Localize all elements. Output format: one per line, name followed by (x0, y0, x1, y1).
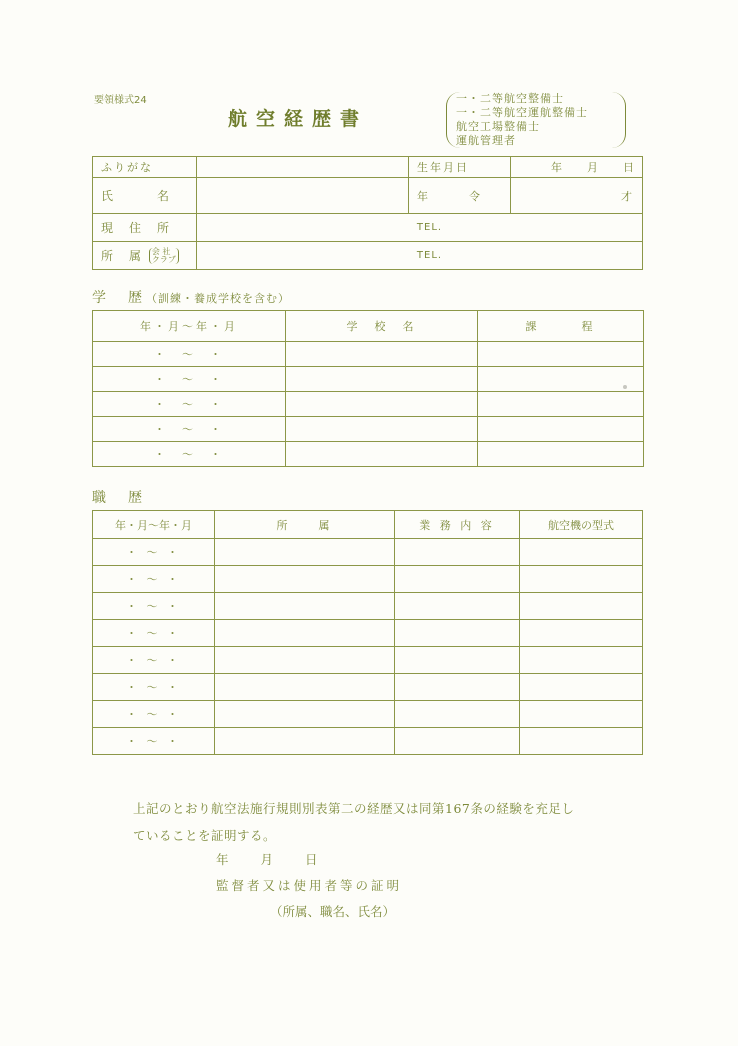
duties-field[interactable] (395, 647, 520, 674)
month-unit: 月 (587, 161, 598, 174)
career-title: 職 歴 (92, 490, 146, 506)
aircraft-type-field[interactable] (520, 728, 643, 755)
education-note: （訓練・養成学校を含む） (146, 292, 290, 305)
table-row (93, 701, 643, 728)
school-field[interactable] (286, 442, 478, 467)
school-field[interactable] (286, 342, 478, 367)
affiliation-field[interactable] (197, 242, 643, 270)
table-row (93, 417, 644, 442)
furigana-label: ふりがな (93, 157, 197, 178)
birthdate-field[interactable] (511, 157, 643, 178)
school-field[interactable] (286, 417, 478, 442)
certifier-label: 監督者又は使用者等の証明 (216, 878, 403, 893)
period-field[interactable]: ・ ～ ・ (93, 442, 286, 467)
career-duties-header: 業 務 内 容 (395, 511, 520, 539)
course-field[interactable] (478, 367, 644, 392)
period-field[interactable]: ・ ～ ・ (93, 342, 286, 367)
period-field[interactable]: ・ ～ ・ (93, 417, 286, 442)
course-field[interactable] (478, 442, 644, 467)
period-field[interactable]: ・ ～ ・ (93, 566, 215, 593)
certification-statement (133, 795, 574, 849)
affiliation-label: 所 属 (101, 248, 144, 263)
paper-speck (623, 385, 627, 389)
course-field[interactable] (478, 342, 644, 367)
affiliation-type (149, 248, 179, 264)
career-aircraft-header: 航空機の型式 (520, 511, 643, 539)
duties-field[interactable] (395, 593, 520, 620)
qualification-list (456, 92, 588, 148)
period-field[interactable]: ・ ～ ・ (93, 392, 286, 417)
table-row (93, 647, 643, 674)
period-field[interactable]: ・ ～ ・ (93, 728, 215, 755)
education-table (92, 310, 644, 467)
address-tel-label: TEL. (416, 222, 443, 233)
period-field[interactable]: ・ ～ ・ (93, 647, 215, 674)
education-school-header: 学 校 名 (286, 311, 478, 342)
affiliation-field[interactable] (215, 539, 395, 566)
statement-line: 上記のとおり航空法施行規則別表第二の経歴又は同第167条の経験を充足し (133, 801, 575, 816)
course-field[interactable] (478, 392, 644, 417)
aircraft-type-field[interactable] (520, 674, 643, 701)
education-section-heading (92, 287, 290, 307)
aircraft-type-field[interactable] (520, 566, 643, 593)
affiliation-type-club: クラブ (151, 255, 176, 265)
age-label: 年 令 (409, 178, 511, 214)
table-row (93, 539, 643, 566)
affiliation-field[interactable] (215, 566, 395, 593)
personal-info-table (92, 156, 643, 270)
table-row (93, 342, 644, 367)
page-title: 航空経歴書 (228, 108, 369, 130)
school-field[interactable] (286, 392, 478, 417)
birthdate-label: 生年月日 (409, 157, 511, 178)
affiliation-field[interactable] (215, 701, 395, 728)
career-period-header: 年・月～年・月 (93, 511, 215, 539)
table-row (93, 367, 644, 392)
affiliation-field[interactable] (215, 647, 395, 674)
aircraft-type-field[interactable] (520, 701, 643, 728)
period-field[interactable]: ・ ～ ・ (93, 701, 215, 728)
table-row (93, 674, 643, 701)
period-field[interactable]: ・ ～ ・ (93, 593, 215, 620)
affiliation-type-company: 会 社 (151, 247, 171, 257)
certifier-note: （所属、職名、氏名） (270, 904, 396, 919)
period-field[interactable]: ・ ～ ・ (93, 620, 215, 647)
name-field[interactable] (197, 178, 409, 214)
age-unit: 才 (621, 189, 632, 203)
aircraft-type-field[interactable] (520, 647, 643, 674)
affiliation-label-cell (93, 242, 197, 270)
duties-field[interactable] (395, 674, 520, 701)
aircraft-type-field[interactable] (520, 539, 643, 566)
duties-field[interactable] (395, 539, 520, 566)
affiliation-tel-label: TEL. (416, 250, 443, 261)
period-field[interactable]: ・ ～ ・ (93, 367, 286, 392)
affiliation-field[interactable] (215, 620, 395, 647)
furigana-field[interactable] (197, 157, 409, 178)
duties-field[interactable] (395, 701, 520, 728)
name-label: 氏 名 (93, 178, 197, 214)
statement-line: ていることを証明する。 (133, 828, 277, 843)
address-field[interactable] (197, 214, 643, 242)
qualification-item: 航空工場整備士 (456, 120, 540, 133)
period-field[interactable]: ・ ～ ・ (93, 674, 215, 701)
age-field[interactable] (511, 178, 643, 214)
duties-field[interactable] (395, 620, 520, 647)
education-course-header: 課 程 (478, 311, 644, 342)
table-row (93, 442, 644, 467)
qualification-item: 一・二等航空整備士 (456, 92, 564, 105)
year-unit: 年 (551, 161, 562, 174)
qualification-item: 一・二等航空運航整備士 (456, 106, 588, 119)
table-row (93, 566, 643, 593)
duties-field[interactable] (395, 566, 520, 593)
affiliation-field[interactable] (215, 593, 395, 620)
table-row (93, 593, 643, 620)
duties-field[interactable] (395, 728, 520, 755)
aircraft-type-field[interactable] (520, 620, 643, 647)
table-row (93, 392, 644, 417)
school-field[interactable] (286, 367, 478, 392)
day-unit: 日 (623, 161, 634, 174)
career-table (92, 510, 643, 755)
affiliation-field[interactable] (215, 674, 395, 701)
table-row (93, 728, 643, 755)
certification-date[interactable]: 年 月 日 (216, 852, 318, 867)
qualification-item: 運航管理者 (456, 134, 516, 147)
career-section-heading (92, 487, 146, 507)
affiliation-field[interactable] (215, 728, 395, 755)
address-label: 現 住 所 (93, 214, 197, 242)
career-affiliation-header: 所 属 (215, 511, 395, 539)
aircraft-type-field[interactable] (520, 593, 643, 620)
table-row (93, 620, 643, 647)
period-field[interactable]: ・ ～ ・ (93, 539, 215, 566)
form-number: 要領様式24 (94, 95, 147, 106)
course-field[interactable] (478, 417, 644, 442)
education-period-header: 年・月～年・月 (93, 311, 286, 342)
education-title: 学 歴 (92, 290, 146, 306)
